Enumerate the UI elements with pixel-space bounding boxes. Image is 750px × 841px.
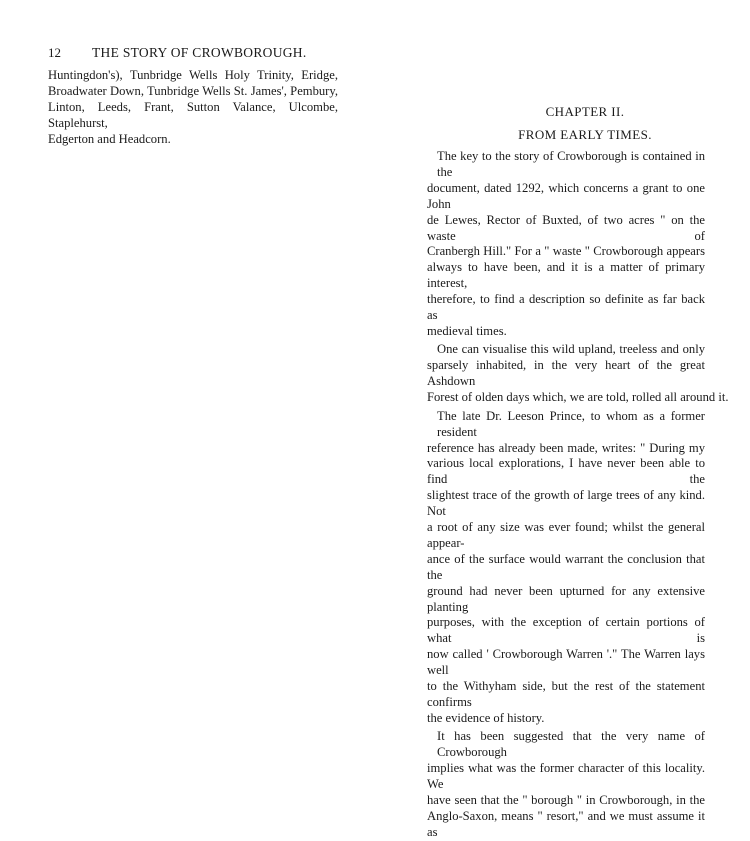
text-line: The key to the story of Crowborough is contained in the: [437, 149, 705, 179]
paragraph: [427, 729, 705, 840]
text-line: One can visualise this wild upland, treeless and only: [437, 342, 705, 357]
paragraph: [427, 342, 729, 406]
text-line: de Lewes, Rector of Buxted, of two acres " on the waste of: [427, 212, 705, 243]
text-line: Anglo-Saxon, means " resort," and we must assume it as: [427, 808, 705, 839]
text-line: always to have been, and it is a matter of primary interest,: [427, 260, 705, 291]
page-number: 12: [48, 45, 61, 60]
text-line: various local explorations, I have never been able to find the: [427, 456, 705, 487]
text-line: document, dated 1292, which concerns a grant to one John: [427, 180, 705, 211]
text-line: reference has already been made, writes: " During my: [427, 440, 705, 455]
text-line: therefore, to find a description so definite as far back as: [427, 292, 705, 323]
paragraph: [427, 409, 705, 727]
right-page: [375, 0, 750, 839]
text-line: Cranbergh Hill." For a " waste " Crowborough appears: [427, 244, 705, 259]
left-page-text: [48, 68, 338, 148]
text-line: have seen that the " borough " in Crowborough, in the: [427, 793, 705, 808]
text-line: medieval times.: [427, 323, 507, 338]
text-line: It has been suggested that the very name of Crowborough: [437, 729, 705, 760]
text-line: Edgerton and Headcorn.: [48, 131, 171, 146]
text-line: sparsely inhabited, in the very heart of the great Ashdown: [427, 358, 705, 389]
text-line: ground had never been upturned for any extensive planting: [427, 583, 705, 614]
running-head: [48, 44, 348, 62]
chapter-body: [427, 149, 729, 841]
text-line: Broadwater Down, Tunbridge Wells St. James', Pembury,: [48, 83, 338, 98]
text-line: to the Withyham side, but the rest of the statement confirms: [427, 679, 705, 709]
text-line: now called ' Crowborough Warren '." The Warren lays well: [427, 647, 705, 678]
chapter-title: FROM EARLY TIMES.: [518, 127, 652, 142]
text-line: ance of the surface would warrant the conclusion that the: [427, 551, 705, 582]
text-line: the evidence of history.: [427, 710, 545, 725]
chapter-number: CHAPTER II.: [545, 104, 625, 119]
left-page: [0, 0, 375, 562]
text-line: Forest of olden days which, we are told, rolled all around it.: [427, 390, 729, 405]
text-line: implies what was the former character of this locality. We: [427, 761, 705, 792]
text-line: The late Dr. Leeson Prince, to whom as a former resident: [437, 408, 705, 439]
paragraph: [427, 149, 705, 340]
text-line: slightest trace of the growth of large trees of any kind. Not: [427, 488, 705, 519]
text-line: purposes, with the exception of certain portions of what is: [427, 615, 705, 646]
text-line: a root of any size was ever found; whilst the general appear-: [427, 520, 705, 550]
running-title: THE STORY OF CROWBOROUGH.: [92, 45, 307, 60]
text-line: Linton, Leeds, Frant, Sutton Valance, Ulcombe, Staplehurst,: [48, 99, 338, 130]
text-line: Huntingdon's), Tunbridge Wells Holy Trinity, Eridge,: [48, 68, 338, 82]
